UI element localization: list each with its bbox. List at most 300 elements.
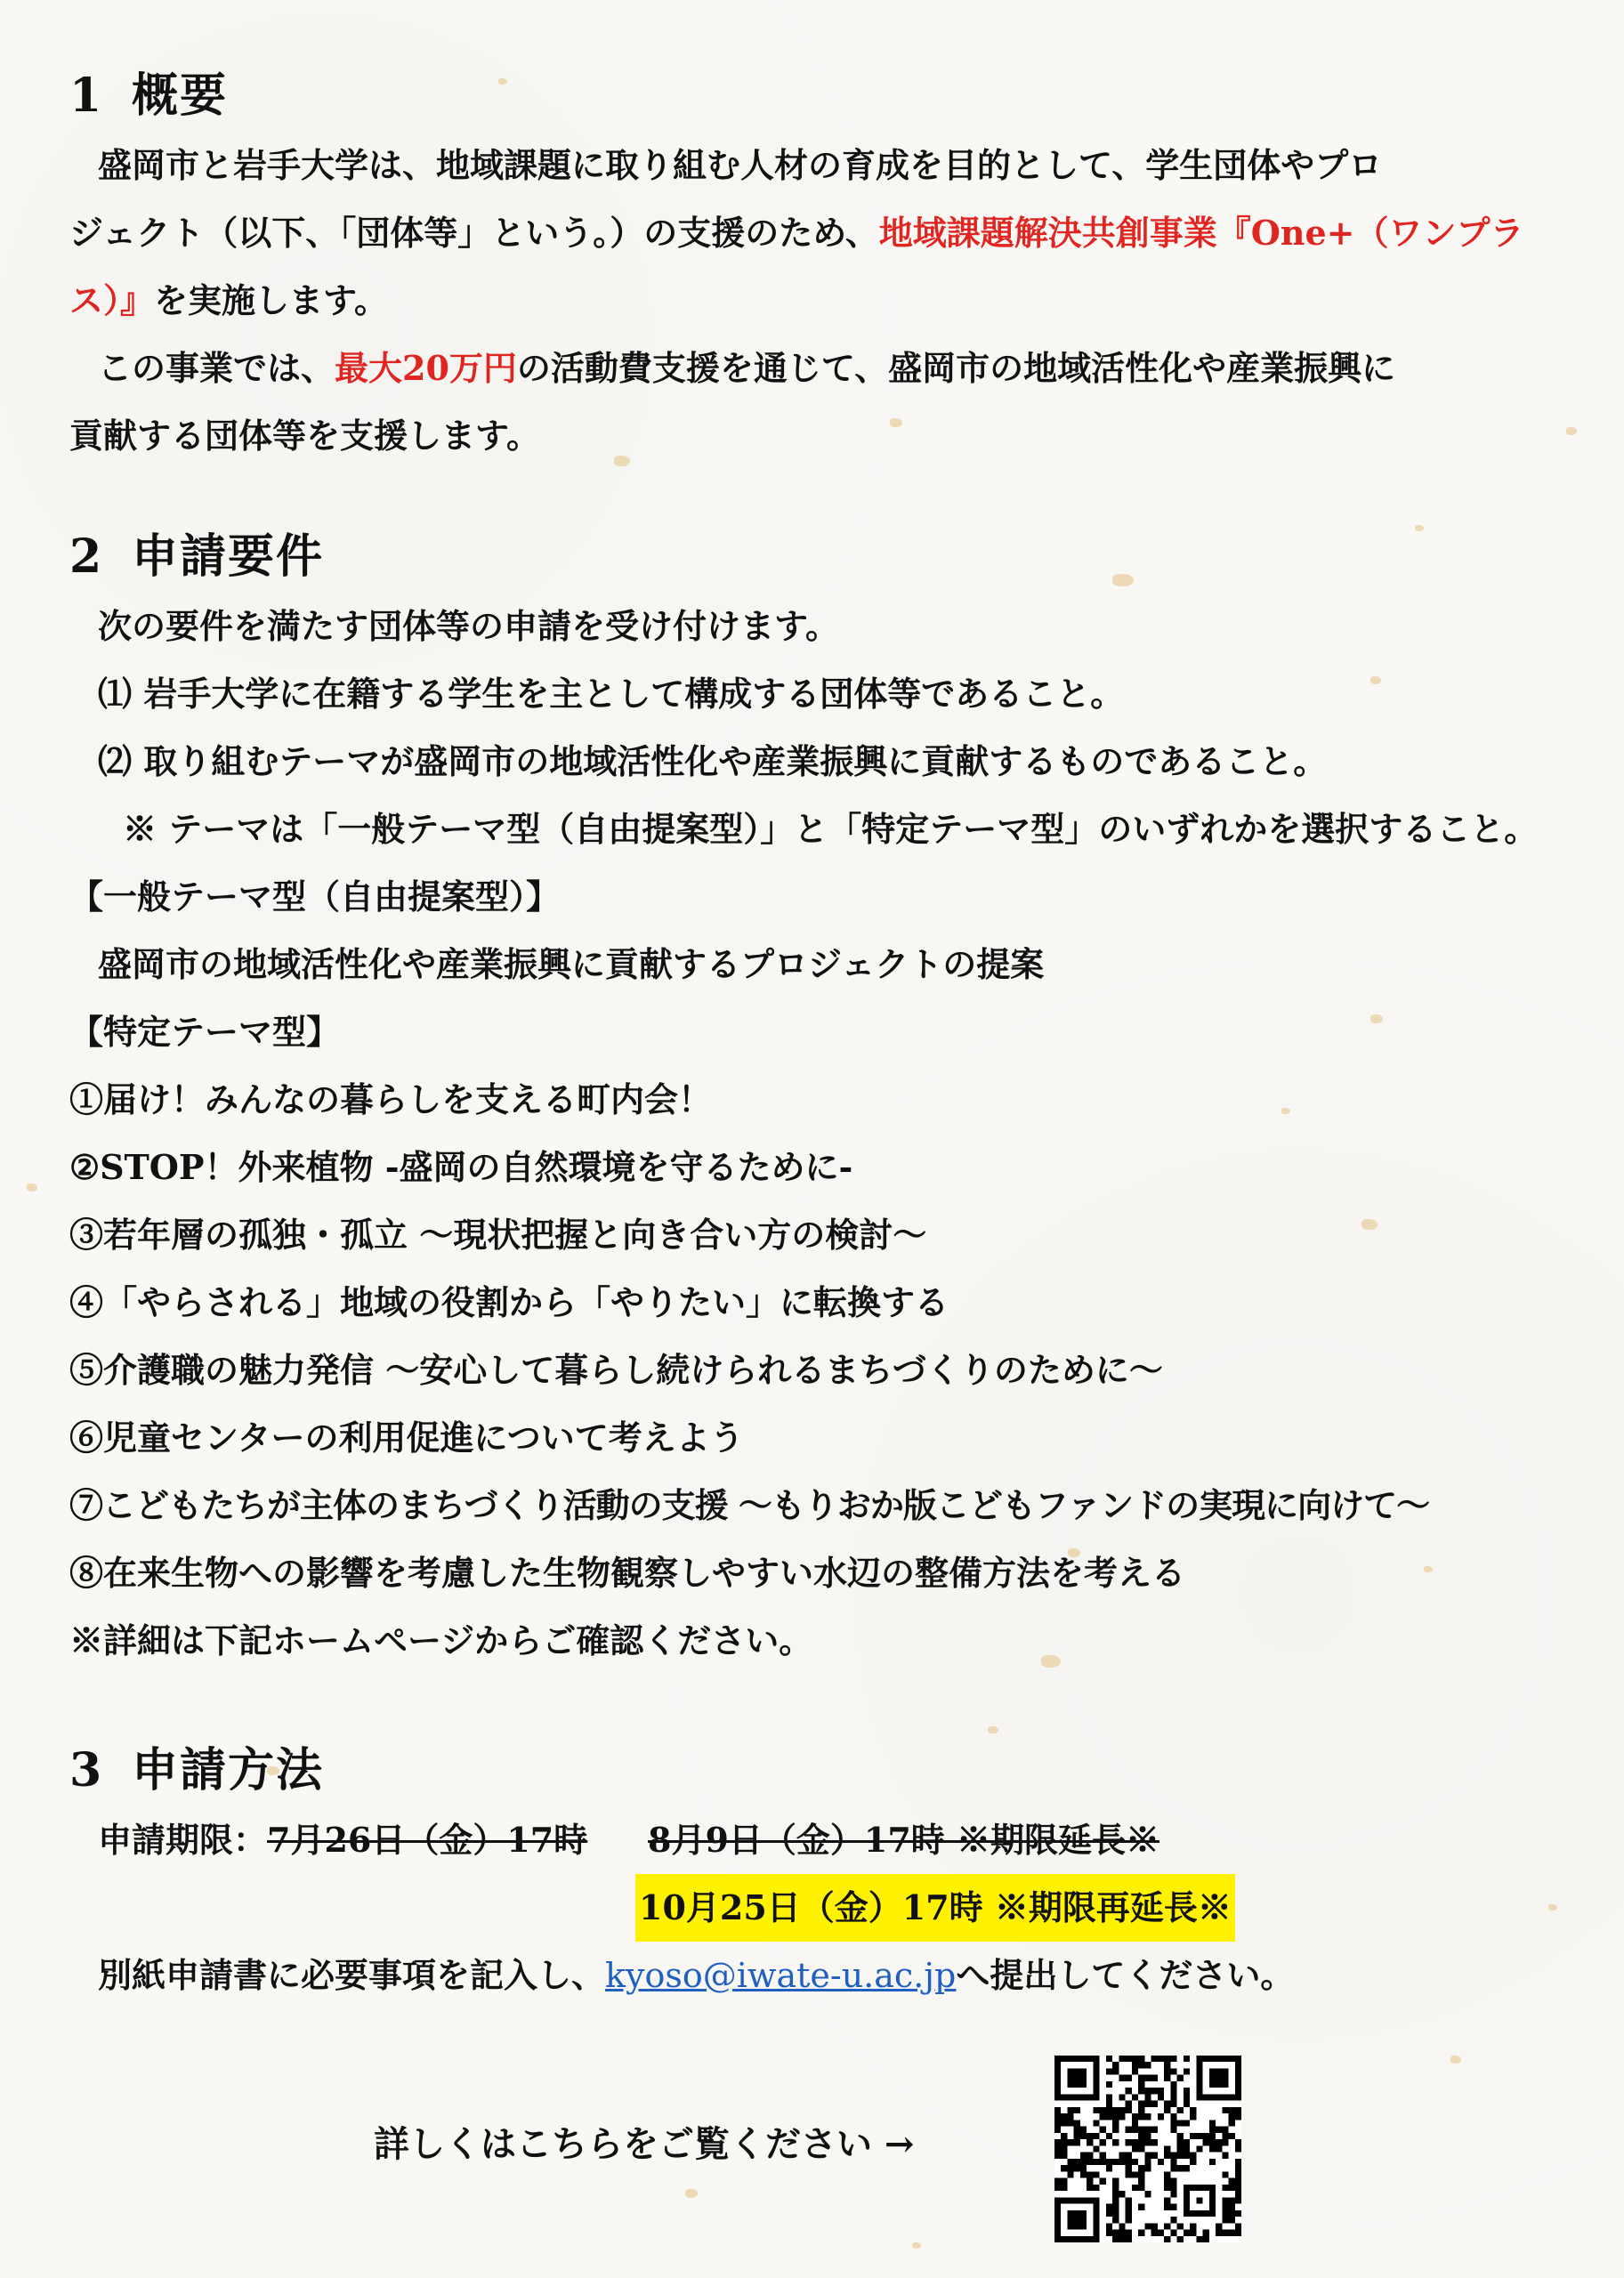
qr-module (1196, 2236, 1202, 2242)
overview-text: の活動費支援を通じて、盛岡市の地域活性化や産業振興に (516, 348, 1396, 388)
qr-module (1087, 2178, 1093, 2185)
qr-module (1235, 2145, 1241, 2152)
qr-module (1229, 2217, 1235, 2223)
qr-module (1170, 2217, 1176, 2223)
qr-module (1074, 2107, 1080, 2113)
qr-module (1126, 2204, 1132, 2210)
qr-module (1144, 2139, 1151, 2145)
qr-module (1138, 2107, 1144, 2113)
specific-theme-item: ④「やらされる」地域の役割から「やりたい」に転換する (69, 1282, 949, 1322)
deadline-old-1: 7月26日（金）17時 (267, 1820, 588, 1860)
qr-module (1080, 2171, 1087, 2177)
qr-module (1106, 2204, 1112, 2210)
qr-module (1222, 2230, 1228, 2236)
qr-module (1132, 2113, 1138, 2120)
qr-module (1074, 2159, 1080, 2165)
qr-module (1203, 2133, 1209, 2139)
details-cta: 詳しくはこちらをご覧ください → (374, 2123, 915, 2165)
qr-module (1216, 2145, 1222, 2152)
qr-module (1119, 2107, 1125, 2113)
qr-module (1126, 2107, 1132, 2113)
qr-module (1170, 2120, 1176, 2126)
qr-module (1209, 2159, 1216, 2165)
qr-module (1190, 2113, 1196, 2120)
qr-module (1229, 2113, 1235, 2120)
qr-module (1144, 2127, 1151, 2133)
qr-module (1170, 2081, 1176, 2088)
qr-module (1106, 2056, 1112, 2062)
qr-module (1126, 2101, 1132, 2107)
qr-module (1132, 2159, 1138, 2165)
project-name-highlight: 地域課題解決共創事業『One+（ワンプラ (878, 213, 1524, 253)
section-title: 申請要件 (132, 529, 325, 584)
qr-module (1087, 2171, 1093, 2177)
qr-module (1164, 2153, 1170, 2159)
overview-text: 盛岡市と岩手大学は、地域課題に取り組む人材の育成を目的として、学生団体やプロ (98, 145, 1383, 185)
qr-module (1119, 2075, 1125, 2081)
qr-module (1184, 2120, 1190, 2126)
qr-module (1203, 2230, 1209, 2236)
qr-module (1112, 2236, 1119, 2242)
qr-module (1126, 2171, 1132, 2177)
qr-module (1170, 2153, 1176, 2159)
qr-module (1106, 2113, 1112, 2120)
qr-module (1164, 2075, 1170, 2081)
qr-module (1209, 2145, 1216, 2152)
qr-module (1164, 2236, 1170, 2242)
qr-module (1177, 2165, 1184, 2171)
qr-module (1067, 2165, 1073, 2171)
qr-module (1112, 2230, 1119, 2236)
qr-module (1132, 2062, 1138, 2068)
specific-theme-item: ③若年層の孤独・孤立 ～現状把握と向き合い方の検討～ (69, 1215, 927, 1255)
qr-module (1093, 2145, 1099, 2152)
qr-module (1164, 2171, 1170, 2177)
qr-module (1216, 2127, 1222, 2133)
qr-module (1061, 2145, 1067, 2152)
qr-module (1119, 2230, 1125, 2236)
qr-module (1144, 2133, 1151, 2139)
qr-module (1126, 2088, 1132, 2094)
qr-module (1151, 2139, 1158, 2145)
qr-module (1087, 2139, 1093, 2145)
qr-module (1209, 2139, 1216, 2145)
qr-module (1190, 2223, 1196, 2229)
qr-module (1184, 2068, 1190, 2074)
qr-module (1158, 2230, 1164, 2236)
qr-module (1119, 2153, 1125, 2159)
qr-module (1184, 2145, 1190, 2152)
qr-module (1235, 2191, 1241, 2197)
qr-module (1074, 2165, 1080, 2171)
qr-module (1170, 2094, 1176, 2100)
qr-module (1158, 2113, 1164, 2120)
qr-module (1222, 2217, 1228, 2223)
qr-module (1235, 2171, 1241, 2177)
qr-module (1222, 2185, 1228, 2191)
qr-module (1138, 2075, 1144, 2081)
document-body (69, 61, 1564, 2009)
qr-module (1119, 2191, 1125, 2197)
qr-module (1158, 2088, 1164, 2094)
qr-module (1229, 2120, 1235, 2126)
qr-module (1151, 2075, 1158, 2081)
qr-module (1112, 2062, 1119, 2068)
qr-module (1054, 2120, 1061, 2126)
qr-module (1087, 2153, 1093, 2159)
section-number: 2 (69, 529, 104, 584)
qr-module (1138, 2081, 1144, 2088)
submit-text: へ提出してください。 (956, 1955, 1295, 1995)
qr-module (1106, 2107, 1112, 2113)
deadline-label: 申請期限： (98, 1820, 268, 1860)
qr-module (1074, 2127, 1080, 2133)
submission-email-link[interactable]: kyoso@iwate-u.ac.jp (605, 1956, 957, 1995)
qr-module (1132, 2094, 1138, 2100)
qr-module (1229, 2204, 1235, 2210)
qr-module (1144, 2088, 1151, 2094)
qr-module (1229, 2133, 1235, 2139)
qr-module (1061, 2178, 1067, 2185)
qr-module (1222, 2197, 1228, 2203)
qr-module (1164, 2197, 1170, 2203)
qr-module (1119, 2159, 1125, 2165)
qr-module (1144, 2094, 1151, 2100)
qr-module (1093, 2133, 1099, 2139)
qr-module (1177, 2075, 1184, 2081)
qr-module (1164, 2178, 1170, 2185)
qr-module (1164, 2062, 1170, 2068)
qr-module (1100, 2153, 1106, 2159)
detail-note: ※詳細は下記ホームページからご確認ください。 (69, 1620, 813, 1660)
qr-module (1061, 2133, 1067, 2139)
qr-module (1164, 2185, 1170, 2191)
qr-module (1164, 2223, 1170, 2229)
qr-module (1170, 2230, 1176, 2236)
qr-module (1112, 2113, 1119, 2120)
qr-module (1054, 2178, 1061, 2185)
qr-module (1170, 2165, 1176, 2171)
qr-module (1061, 2153, 1067, 2159)
qr-module (1222, 2204, 1228, 2210)
qr-module (1080, 2153, 1087, 2159)
qr-module (1216, 2223, 1222, 2229)
qr-module (1100, 2113, 1106, 2120)
qr-module (1080, 2165, 1087, 2171)
qr-module (1138, 2088, 1144, 2094)
qr-module (1184, 2101, 1190, 2107)
deadline-new: 10月25日（金）17時 ※期限再延長※ (635, 1874, 1235, 1942)
qr-module (1106, 2159, 1112, 2165)
qr-module (1138, 2101, 1144, 2107)
qr-module (1158, 2159, 1164, 2165)
qr-module (1132, 2120, 1138, 2126)
qr-module (1170, 2113, 1176, 2120)
qr-module (1158, 2056, 1164, 2062)
qr-module (1235, 2230, 1241, 2236)
qr-module (1132, 2139, 1138, 2145)
submit-text: 別紙申請書に必要事項を記入し、 (98, 1955, 606, 1995)
qr-module (1067, 2159, 1073, 2165)
qr-module (1235, 2165, 1241, 2171)
qr-module (1119, 2236, 1125, 2242)
qr-module (1112, 2217, 1119, 2223)
qr-module (1067, 2113, 1073, 2120)
qr-module (1112, 2120, 1119, 2126)
qr-module (1112, 2197, 1119, 2203)
qr-module (1112, 2107, 1119, 2113)
qr-module (1080, 2133, 1087, 2139)
qr-module (1144, 2223, 1151, 2229)
qr-module (1100, 2159, 1106, 2165)
qr-module (1126, 2165, 1132, 2171)
general-theme-heading: 【一般テーマ型（自由提案型）】 (69, 876, 561, 917)
qr-module (1177, 2120, 1184, 2126)
qr-module (1054, 2153, 1061, 2159)
qr-module (1164, 2068, 1170, 2074)
qr-module (1151, 2056, 1158, 2062)
qr-module (1184, 2088, 1190, 2094)
qr-module (1138, 2185, 1144, 2191)
qr-module (1235, 2185, 1241, 2191)
qr-module (1229, 2230, 1235, 2236)
qr-module (1126, 2139, 1132, 2145)
qr-module (1151, 2230, 1158, 2236)
qr-module (1222, 2153, 1228, 2159)
overview-paragraph-2-cont (69, 402, 1564, 470)
qr-module (1100, 2127, 1106, 2133)
qr-module (1235, 2159, 1241, 2165)
section-title: 概要 (132, 69, 229, 123)
qr-module (1067, 2171, 1073, 2177)
qr-module (1132, 2127, 1138, 2133)
qr-module (1209, 2127, 1216, 2133)
qr-module (1132, 2171, 1138, 2177)
qr-module (1126, 2197, 1132, 2203)
overview-paragraph-1 (69, 132, 1564, 199)
qr-module (1074, 2139, 1080, 2145)
section-number: 1 (69, 69, 104, 123)
qr-module (1093, 2120, 1099, 2126)
qr-module (1209, 2133, 1216, 2139)
qr-module (1229, 2178, 1235, 2185)
footer (0, 2038, 1624, 2251)
qr-module (1144, 2153, 1151, 2159)
specific-theme-item: ⑦こどもたちが主体のまちづくり活動の支援 ～もりおか版こどもファンドの実現に向けて～ (69, 1485, 1430, 1525)
qr-module (1106, 2133, 1112, 2139)
qr-module (1164, 2107, 1170, 2113)
qr-module (1170, 2178, 1176, 2185)
project-name-highlight: ス）』 (69, 280, 155, 320)
qr-module (1074, 2120, 1080, 2126)
qr-module (1164, 2101, 1170, 2107)
qr-module (1209, 2120, 1216, 2126)
theme-selection-note: ※ テーマは「一般テーマ型（自由提案型）」と「特定テーマ型」のいずれかを選択すること。 (123, 809, 1539, 849)
qr-module (1190, 2107, 1196, 2113)
overview-text: この事業では、 (98, 348, 335, 388)
qr-module (1184, 2165, 1190, 2171)
overview-paragraph-1-cont (69, 199, 1564, 267)
qr-module (1144, 2165, 1151, 2171)
qr-module (1106, 2230, 1112, 2236)
qr-module (1087, 2133, 1093, 2139)
qr-module (1112, 2210, 1119, 2217)
qr-module (1196, 2145, 1202, 2152)
overview-text: ジェクト（以下、「団体等」という。）の支援のため、 (69, 213, 879, 253)
qr-module (1067, 2120, 1073, 2126)
qr-module (1170, 2159, 1176, 2165)
qr-module (1112, 2191, 1119, 2197)
qr-module (1170, 2191, 1176, 2197)
qr-module (1151, 2127, 1158, 2133)
qr-module (1138, 2139, 1144, 2145)
qr-module (1054, 2185, 1061, 2191)
qr-code-icon[interactable] (1054, 2056, 1241, 2242)
qr-module (1216, 2230, 1222, 2236)
qr-module (1184, 2094, 1190, 2100)
qr-module (1229, 2107, 1235, 2113)
qr-module (1126, 2210, 1132, 2217)
qr-module (1222, 2107, 1228, 2113)
qr-module (1106, 2101, 1112, 2107)
qr-module (1235, 2223, 1241, 2229)
qr-module (1170, 2204, 1176, 2210)
qr-module (1126, 2236, 1132, 2242)
qr-module (1177, 2107, 1184, 2113)
qr-module (1112, 2159, 1119, 2165)
qr-module (1100, 2107, 1106, 2113)
qr-module (1144, 2159, 1151, 2165)
qr-module (1054, 2113, 1061, 2120)
qr-module (1144, 2075, 1151, 2081)
specific-theme-item: ⑥児童センターの利用促進について考えよう (69, 1418, 744, 1458)
qr-module (1138, 2133, 1144, 2139)
qr-module (1138, 2145, 1144, 2152)
qr-module (1229, 2185, 1235, 2191)
qr-module (1190, 2133, 1196, 2139)
qr-module (1054, 2107, 1061, 2113)
qr-module (1184, 2056, 1190, 2062)
deadline-old-2: 8月9日（金）17時 ※期限延長※ (648, 1820, 1159, 1860)
qr-module (1170, 2185, 1176, 2191)
specific-theme-item: ⑤介護職の魅力発信 ～安心して暮らし続けられるまちづくりのために～ (69, 1350, 1163, 1390)
specific-theme-heading: 【特定テーマ型】 (69, 1012, 341, 1052)
qr-module (1061, 2139, 1067, 2145)
qr-module (1164, 2145, 1170, 2152)
qr-module (1190, 2153, 1196, 2159)
qr-module (1112, 2204, 1119, 2210)
qr-module (1106, 2210, 1112, 2217)
specific-theme-item: ①届け！みんなの暮らしを支える町内会！ (69, 1079, 713, 1119)
qr-module (1170, 2088, 1176, 2094)
qr-module (1138, 2165, 1144, 2171)
overview-paragraph-2 (69, 335, 1564, 402)
qr-module (1132, 2145, 1138, 2152)
qr-module (1151, 2088, 1158, 2094)
qr-module (1112, 2139, 1119, 2145)
qr-module (1170, 2056, 1176, 2062)
qr-module (1235, 2139, 1241, 2145)
qr-module (1126, 2075, 1132, 2081)
qr-module (1158, 2094, 1164, 2100)
section-number: 3 (69, 1743, 104, 1797)
requirement-item-2: ⑵ 取り組むテーマが盛岡市の地域活性化や産業振興に貢献するものであること。 (98, 741, 1328, 781)
deadline-row (69, 1806, 1564, 1874)
qr-module (1164, 2204, 1170, 2210)
qr-module (1184, 2230, 1190, 2236)
qr-module (1067, 2139, 1073, 2145)
section-heading-overview (69, 61, 1564, 132)
qr-module (1138, 2113, 1144, 2120)
qr-module (1126, 2217, 1132, 2223)
qr-module (1080, 2127, 1087, 2133)
qr-module (1112, 2127, 1119, 2133)
specific-theme-item: ②STOP！外来植物 -盛岡の自然環境を守るために- (69, 1147, 853, 1187)
qr-module (1126, 2230, 1132, 2236)
qr-module (1151, 2223, 1158, 2229)
qr-module (1126, 2056, 1132, 2062)
section-heading-application (69, 1735, 1564, 1806)
qr-module (1184, 2153, 1190, 2159)
qr-module (1106, 2068, 1112, 2074)
qr-module (1222, 2127, 1228, 2133)
qr-module (1119, 2056, 1125, 2062)
qr-module (1054, 2139, 1061, 2145)
qr-module (1144, 2062, 1151, 2068)
qr-module (1093, 2107, 1099, 2113)
qr-module (1177, 2236, 1184, 2242)
requirement-item-1: ⑴ 岩手大学に在籍する学生を主として構成する団体等であること。 (98, 674, 1125, 714)
qr-module (1126, 2159, 1132, 2165)
qr-module (1061, 2165, 1067, 2171)
qr-module (1112, 2068, 1119, 2074)
qr-module (1177, 2145, 1184, 2152)
qr-module (1054, 2145, 1061, 2152)
qr-module (1132, 2068, 1138, 2074)
specific-theme-item: ⑧在来生物への影響を考慮した生物観察しやすい水辺の整備方法を考える (69, 1553, 1186, 1593)
overview-paragraph-1-end (69, 267, 1564, 335)
overview-text: 貢献する団体等を支援します。 (69, 416, 540, 456)
general-theme-description: 盛岡市の地域活性化や産業振興に貢献するプロジェクトの提案 (98, 944, 1045, 984)
qr-module (1177, 2139, 1184, 2145)
qr-module (1061, 2113, 1067, 2120)
qr-module (1132, 2185, 1138, 2191)
qr-module (1106, 2223, 1112, 2229)
qr-module (1087, 2185, 1093, 2191)
qr-module (1235, 2178, 1241, 2185)
qr-module (1222, 2171, 1228, 2177)
max-amount-highlight: 最大20万円 (335, 348, 517, 388)
qr-module (1170, 2101, 1176, 2107)
qr-module (1138, 2204, 1144, 2210)
deadline-label-group (98, 1806, 587, 1874)
qr-module (1067, 2107, 1073, 2113)
qr-module (1126, 2127, 1132, 2133)
qr-module (1203, 2236, 1209, 2242)
qr-module (1106, 2165, 1112, 2171)
qr-module (1112, 2185, 1119, 2191)
qr-module (1061, 2185, 1067, 2191)
qr-module (1177, 2133, 1184, 2139)
submit-instructions (69, 1942, 1564, 2009)
qr-module (1144, 2113, 1151, 2120)
qr-module (1087, 2159, 1093, 2165)
qr-module (1080, 2159, 1087, 2165)
qr-module (1229, 2210, 1235, 2217)
paper-fleck (1566, 427, 1577, 435)
qr-module (1216, 2139, 1222, 2145)
qr-module (1126, 2153, 1132, 2159)
